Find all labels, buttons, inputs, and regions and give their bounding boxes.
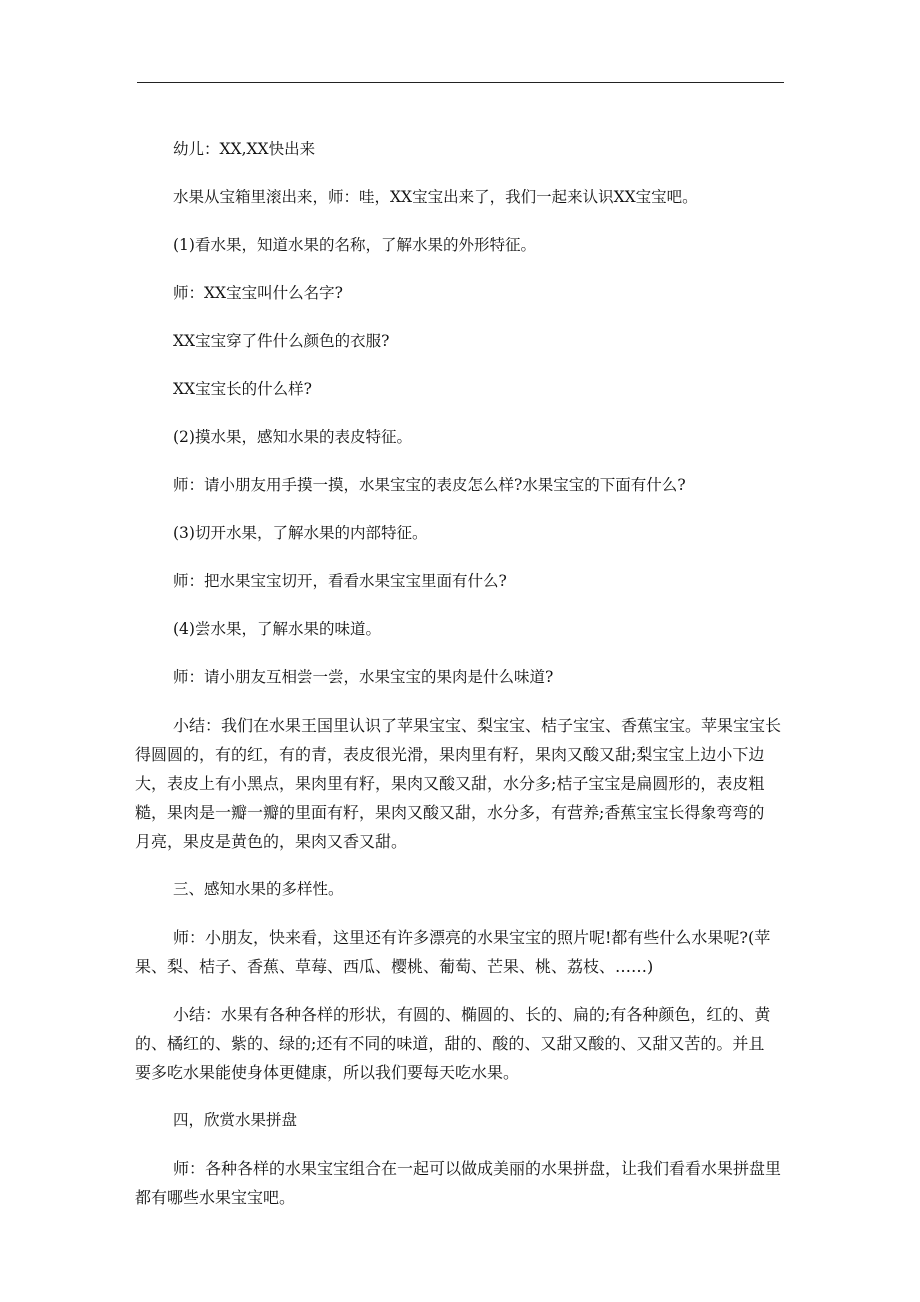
paragraph: (2)摸水果，感知水果的表皮特征。	[173, 428, 412, 446]
header-rule	[137, 82, 784, 83]
text-line: 得圆圆的，有的红，有的青，表皮很光滑，果肉里有籽，果肉又酸又甜;梨宝宝上边小下边	[135, 745, 765, 764]
paragraph: 师：XX宝宝叫什么名字?	[173, 284, 343, 302]
text-line: 要多吃水果能使身体更健康，所以我们要每天吃水果。	[135, 1063, 520, 1082]
section-heading: 四，欣赏水果拼盘	[173, 1111, 298, 1129]
text-line: 小结：水果有各种各样的形状，有圆的、椭圆的、长的、扁的;有各种颜色，红的、黄	[173, 1005, 771, 1024]
text-line: 小结：我们在水果王国里认识了苹果宝宝、梨宝宝、桔子宝宝、香蕉宝宝。苹果宝宝长	[173, 716, 782, 735]
paragraph: 师：请小朋友互相尝一尝，水果宝宝的果肉是什么味道?	[173, 668, 554, 686]
text-line: 果、梨、桔子、香蕉、草莓、西瓜、樱桃、葡萄、芒果、桃、荔枝、……)	[135, 957, 654, 976]
paragraph: (3)切开水果，了解水果的内部特征。	[173, 524, 428, 542]
paragraph: 师：把水果宝宝切开，看看水果宝宝里面有什么?	[173, 572, 507, 590]
text-line: 月亮，果皮是黄色的，果肉又香又甜。	[135, 832, 408, 851]
section-heading: 三、感知水果的多样性。	[173, 880, 344, 898]
text-line: 都有哪些水果宝宝吧。	[135, 1188, 296, 1207]
paragraph: 幼儿：XX,XX快出来	[173, 140, 316, 158]
paragraph: XX宝宝长的什么样?	[173, 380, 312, 398]
text-line: 师：各种各样的水果宝宝组合在一起可以做成美丽的水果拼盘，让我们看看水果拼盘里	[173, 1159, 782, 1178]
summary-paragraph	[135, 711, 785, 856]
paragraph: 师：请小朋友用手摸一摸，水果宝宝的表皮怎么样?水果宝宝的下面有什么?	[173, 476, 686, 494]
paragraph: (4)尝水果，了解水果的味道。	[173, 620, 381, 638]
text-line: 的、橘红的、紫的、绿的;还有不同的味道，甜的、酸的、又甜又酸的、又甜又苦的。并且	[135, 1034, 765, 1053]
paragraph	[135, 923, 785, 981]
paragraph: (1)看水果，知道水果的名称，了解水果的外形特征。	[173, 236, 536, 254]
summary-paragraph	[135, 1000, 785, 1087]
paragraph	[135, 1154, 785, 1212]
paragraph: 水果从宝箱里滚出来，师：哇，XX宝宝出来了，我们一起来认识XX宝宝吧。	[173, 188, 698, 206]
text-line: 大，表皮上有小黑点，果肉里有籽，果肉又酸又甜，水分多;桔子宝宝是扁圆形的，表皮粗	[135, 774, 765, 793]
document-body	[135, 135, 785, 1212]
text-line: 师：小朋友，快来看，这里还有许多漂亮的水果宝宝的照片呢!都有些什么水果呢?(苹	[173, 928, 771, 947]
paragraph: XX宝宝穿了件什么颜色的衣服?	[173, 332, 390, 350]
text-line: 糙，果肉是一瓣一瓣的里面有籽，果肉又酸又甜，水分多，有营养;香蕉宝宝长得象弯弯的	[135, 803, 765, 822]
